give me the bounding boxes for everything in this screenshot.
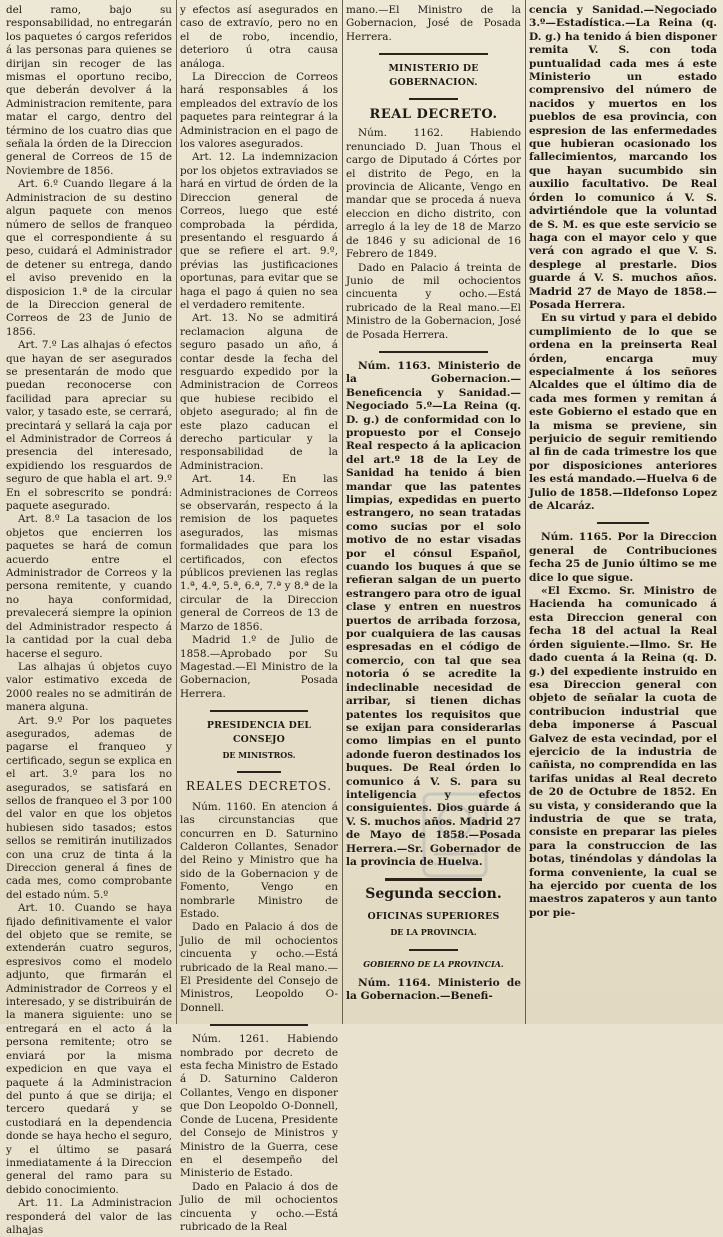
paragraph: Art. 8.º La tasacion de los objetos que encierren los paquetes se hará de comun acuerdo entre el Administrador de Correos y la persona remitente, y cuando no haya conformidad, prevalecerá siempre la opinion del Administrador respecto á la cantidad por la cual deba hacerse el seguro. (6, 513, 172, 660)
offices-subheading: DE LA PROVINCIA. (390, 927, 477, 938)
paragraph: «El Excmo. Sr. Ministro de Hacienda ha comunicado á esta Direccion general con fecha 18 del actual la Real órden siguiente.—Ilmo. Sr. He dado cuenta á la Reina (q. D. g.) del expediente instruido en esa Direccion general con objeto de señalar la cuota de contribucion industrial que deba imponerse á Pascual Galvez de esta vecindad, por el ejercicio de la industria de cañista, no comprendida en las tarifas unidas al Real decreto de 20 de Octubre de 1852. En su vista, y considerando que la industria de que se trata, consiste en preparar las pieles para la construccion de las botas, tinéndolas y dándolas la forma conveniente, la cual se ha ejercido por cuenta de los maestros zapateros y aun tanto por pie- (529, 585, 717, 919)
decree-title: REAL DECRETO. (369, 107, 498, 123)
paragraph: Art. 11. La Administracion responderá del valor de las alhajas (6, 1197, 172, 1236)
column-2 (180, 4, 338, 1233)
section-rule (379, 53, 488, 55)
paragraph: Núm. 1164. Ministerio de la Gobernacion.—Benefi- (346, 977, 521, 1003)
signature-line: Dado en Palacio á dos de Julio de mil ochocientos cincuenta y ocho.—Está rubricado de la Real mano.—El Presidente del Consejo de Ministros, Leopoldo O-Donnell. (180, 921, 338, 1014)
paragraph: Núm. 1163. Ministerio de la Gobernacion.—Beneficencia y Sanidad.—Negociado 5.º—La Reina (q. D. g.) de conformidad con lo propuesto por el Consejo Real respecto á la aplicacion del art.º 18 de la Ley de Sanidad ha tenido á bien mandar que las patentes limpias, expedidas en puerto estrangero, no sean tratadas como sucias por el solo motivo de no estar visadas por el cónsul Español, cuando los buques á que se refieran salgan de un puerto estrangero para otro de igual clase y entren en nuestros puertos de arribada forzosa, por cualquiera de las causas espresadas en el código de comercio, con tal que sea notoria ó se acredite la indeclinable necesidad de arribar, si tienen dichas patentes los requisitos que se exijan para considerarlas como limpias en el punto adonde fueron destinados los buques. De Real órden lo comunico á V. S. para su inteligencia y efectos consiguientes. Dios guarde á V. S. muchos años. Madrid 27 de Mayo de 1858.—Posada Herrera.—Sr. Gobernador de la provincia de Huelva. (346, 359, 521, 868)
column-divider (342, 0, 343, 1024)
paragraph: Art. 9.º Por los paquetes asegurados, ademas de pagarse el franqueo y certificado, segun se explica en el art. 3.º para los no asegurados, se satisfará en sellos de franqueo el 3 por 100 del valor en que los objetos hubiesen sido tasados; estos sellos se remitirán inutilizados con una cruz de tinta á la Direccion general á fines de cada mes, como comprobante del estado núm. 5.º (6, 714, 172, 901)
paragraph: cencia y Sanidad.—Negociado 3.º—Estadística.—La Reina (q. D. g.) ha tenido á bien disponer remita V. S. con toda puntualidad cada mes á este Ministerio un estado comprensivo del número de nacidos y muertos en los pueblos de esa provincia, con espresion de las enfermedades que hubieran ocasionado los fallecimientos, marcando los que hayan sucumbido sin auxilio facultativo. De Real órden lo comunico á V. S. advirtiéndole que la voluntad de S. M. es que este servicio se haga con el mayor celo y que verá con agrado el que V. S. desplege al prestarle. Dios guarde á V. S. muchos años. Madrid 27 de Mayo de 1858.—Posada Herrera. (529, 4, 717, 311)
section-heading: Segunda seccion. (365, 886, 502, 903)
section-subheading: DE MINISTROS. (222, 749, 296, 760)
signature-line: mano.—El Ministro de la Gobernacion, José de Posada Herrera. (346, 4, 521, 43)
signature-line: Dado en Palacio á treinta de Junio de mil ochocientos cincuenta y ocho.—Está rubricado de la Real mano.—El Ministro de la Gobernacion, José de Posada Herrera. (346, 261, 521, 341)
section-rule (597, 522, 650, 524)
paragraph: Art. 10. Cuando se haya fijado definitivamente el valor del objeto que se remite, se extenderán cuatro seguros, espresivos como el modelo adjunto, que firmarán el Administrador de Correos y el interesado, y se distribuirán de la manera siguiente: uno se entregará en el acto á la persona remitente; otro se enviará por la misma expedicion en que vaya el paquete á la Administracion del punto á que se dirija; el tercero quedará y se custodiará en la dependencia donde se haya hecho el seguro, y el último se pasará inmediatamente á la Direccion general del ramo para su debido conocimiento. (6, 902, 172, 1196)
paragraph: Art. 12. La indemnizacion por los objetos extraviados se hará en virtud de órden de la Direccion general de Correos, luego que esté comprobada la pérdida, presentando el resguardo á que se refiere el art. 9.º, prévias las justificaciones oportunas, para evitar que se haga el pago á quien no sea el verdadero remitente. (180, 151, 338, 311)
paragraph: del ramo, bajo su responsabilidad, no entregarán los paquetes ó cargos referidos á las personas para quienes se dirijan sin recoger de las mismas el oportuno recibo, que deberán devolver á la Administracion remitente, para matar el cargo, dentro del término de los cuatro dias que señala la órden de la Direccion general de Correos de 15 de Noviembre de 1856. (6, 4, 172, 177)
column-divider (525, 0, 526, 1024)
paragraph: Núm. 1165. Por la Direccion general de Contribuciones fecha 25 de Junio último se me dice lo que sigue. (529, 531, 717, 584)
section-rule (379, 351, 488, 353)
section-rule (409, 98, 458, 100)
section-rule (210, 710, 308, 712)
column-3 (346, 4, 521, 1020)
section-rule (210, 1024, 308, 1026)
paragraph: Núm. 1162. Habiendo renunciado D. Juan Thous el cargo de Diputado á Córtes por el distrito de Pego, en la provincia de Alicante, Vengo en mandar que se proceda á nueva eleccion en dicho distrito, con arreglo á la ley de 18 de Marzo de 1846 y su adicional de 16 Febrero de 1849. (346, 127, 521, 261)
paragraph: Art. 14. En las Administraciones de Correos se observarán, respecto á la remision de los paquetes asegurados, las mismas formalidades que para los certificados, con efectos públicos previenen las reglas 1.ª, 4.ª, 5.ª, 6.ª, 7.ª y 8.ª de la circular de la Direccion general de Correos de 13 de Marzo de 1856. (180, 473, 338, 633)
paragraph: Núm. 1160. En atencion á las circunstancias que concurren en D. Saturnino Calderon Collantes, Senador del Reino y Ministro que ha sido de la Gobernacion y de Fomento, Vengo en nombrarle Ministro de Estado. (180, 800, 338, 920)
paragraph: Art. 7.º Las alhajas ó efectos que hayan de ser asegurados se presentarán de modo que puedan reconocerse con facilidad para apreciar su valor, y tasado este, se cerrará, precintará y sellará la caja por el Administrador de Correos á presencia del interesado, expidiendo los resguardos de seguro de que habla el art. 9.º En el sobrescrito se pondrá: paquete asegurado. (6, 339, 172, 513)
column-4 (529, 4, 717, 1020)
paragraph: En su virtud y para el debido cumplimiento de lo que se ordena en la preinserta Real órden, encarga muy especialmente á los señores Alcaldes que el último dia de cada mes formen y remitan á este Gobierno el estado que en la misma se previene, sin perjuicio de seguir remitiendo al fin de cada trimestre los que por disposiciones anteriores les está mandado.—Huelva 6 de Julio de 1858.—Ildefonso Lopez de Alcaráz. (529, 312, 717, 513)
ministry-heading: MINISTERIO DE GOBERNACION. (388, 63, 479, 88)
paragraph: Dado en Palacio á dos de Julio de mil ochocientos cincuenta y ocho.—Está rubricado de la Real (180, 1180, 338, 1233)
paragraph: Art. 13. No se admitirá reclamacion alguna de seguro pasado un año, á contar desde la fecha del resguardo expedido por la Administracion de Correos que hubiese recibido el objeto asegurado; al fin de este plazo caducan el derecho particular y la responsabilidad de la Administracion. (180, 312, 338, 472)
decrees-title: REALES DECRETOS. (185, 779, 333, 794)
paragraph: Art. 6.º Cuando llegare á la Administracion de su destino algun paquete con menos número de sellos de franqueo que el correspondiente á su peso, cuidará el Administrador de detener su entrega, dando el aviso prevenido en la disposicion 1.ª de la circular de la Direccion general de Correos de 23 de Junio de 1856. (6, 178, 172, 338)
section-heading: PRESIDENCIA DEL CONSEJO (206, 720, 312, 745)
column-1 (6, 4, 172, 1236)
paragraph: La Direccion de Correos hará responsables á los empleados del extravío de los paquetes para reintegrar á la Administracion en el pago de los valores asegurados. (180, 71, 338, 151)
offices-heading: OFICINAS SUPERIORES (367, 910, 500, 922)
section-rule (385, 878, 481, 881)
section-rule (237, 771, 281, 773)
section-rule (409, 949, 458, 951)
paragraph: y efectos así asegurados en caso de extravío, pero no en el de robo, incendio, deterioro ú otra causa análoga. (180, 4, 338, 70)
signature-line: Madrid 1.º de Julio de 1858.—Aprobado por Su Magestad.—El Ministro de la Gobernacion, Posada Herrera. (180, 634, 338, 700)
column-divider (176, 0, 177, 1024)
government-heading: GOBIERNO DE LA PROVINCIA. (363, 958, 504, 969)
paragraph: Las alhajas ú objetos cuyo valor estimativo exceda de 2000 reales no se admitirán de manera alguna. (6, 660, 172, 714)
paragraph: Núm. 1261. Habiendo nombrado por decreto de esta fecha Ministro de Estado á D. Saturnino Calderon Collantes, Vengo en disponer que Don Leopoldo O-Donnell, Conde de Lucena, Presidente del Consejo de Ministros y Ministro de la Guerra, cese en el desempeño del Ministerio de Estado. (180, 1033, 338, 1180)
